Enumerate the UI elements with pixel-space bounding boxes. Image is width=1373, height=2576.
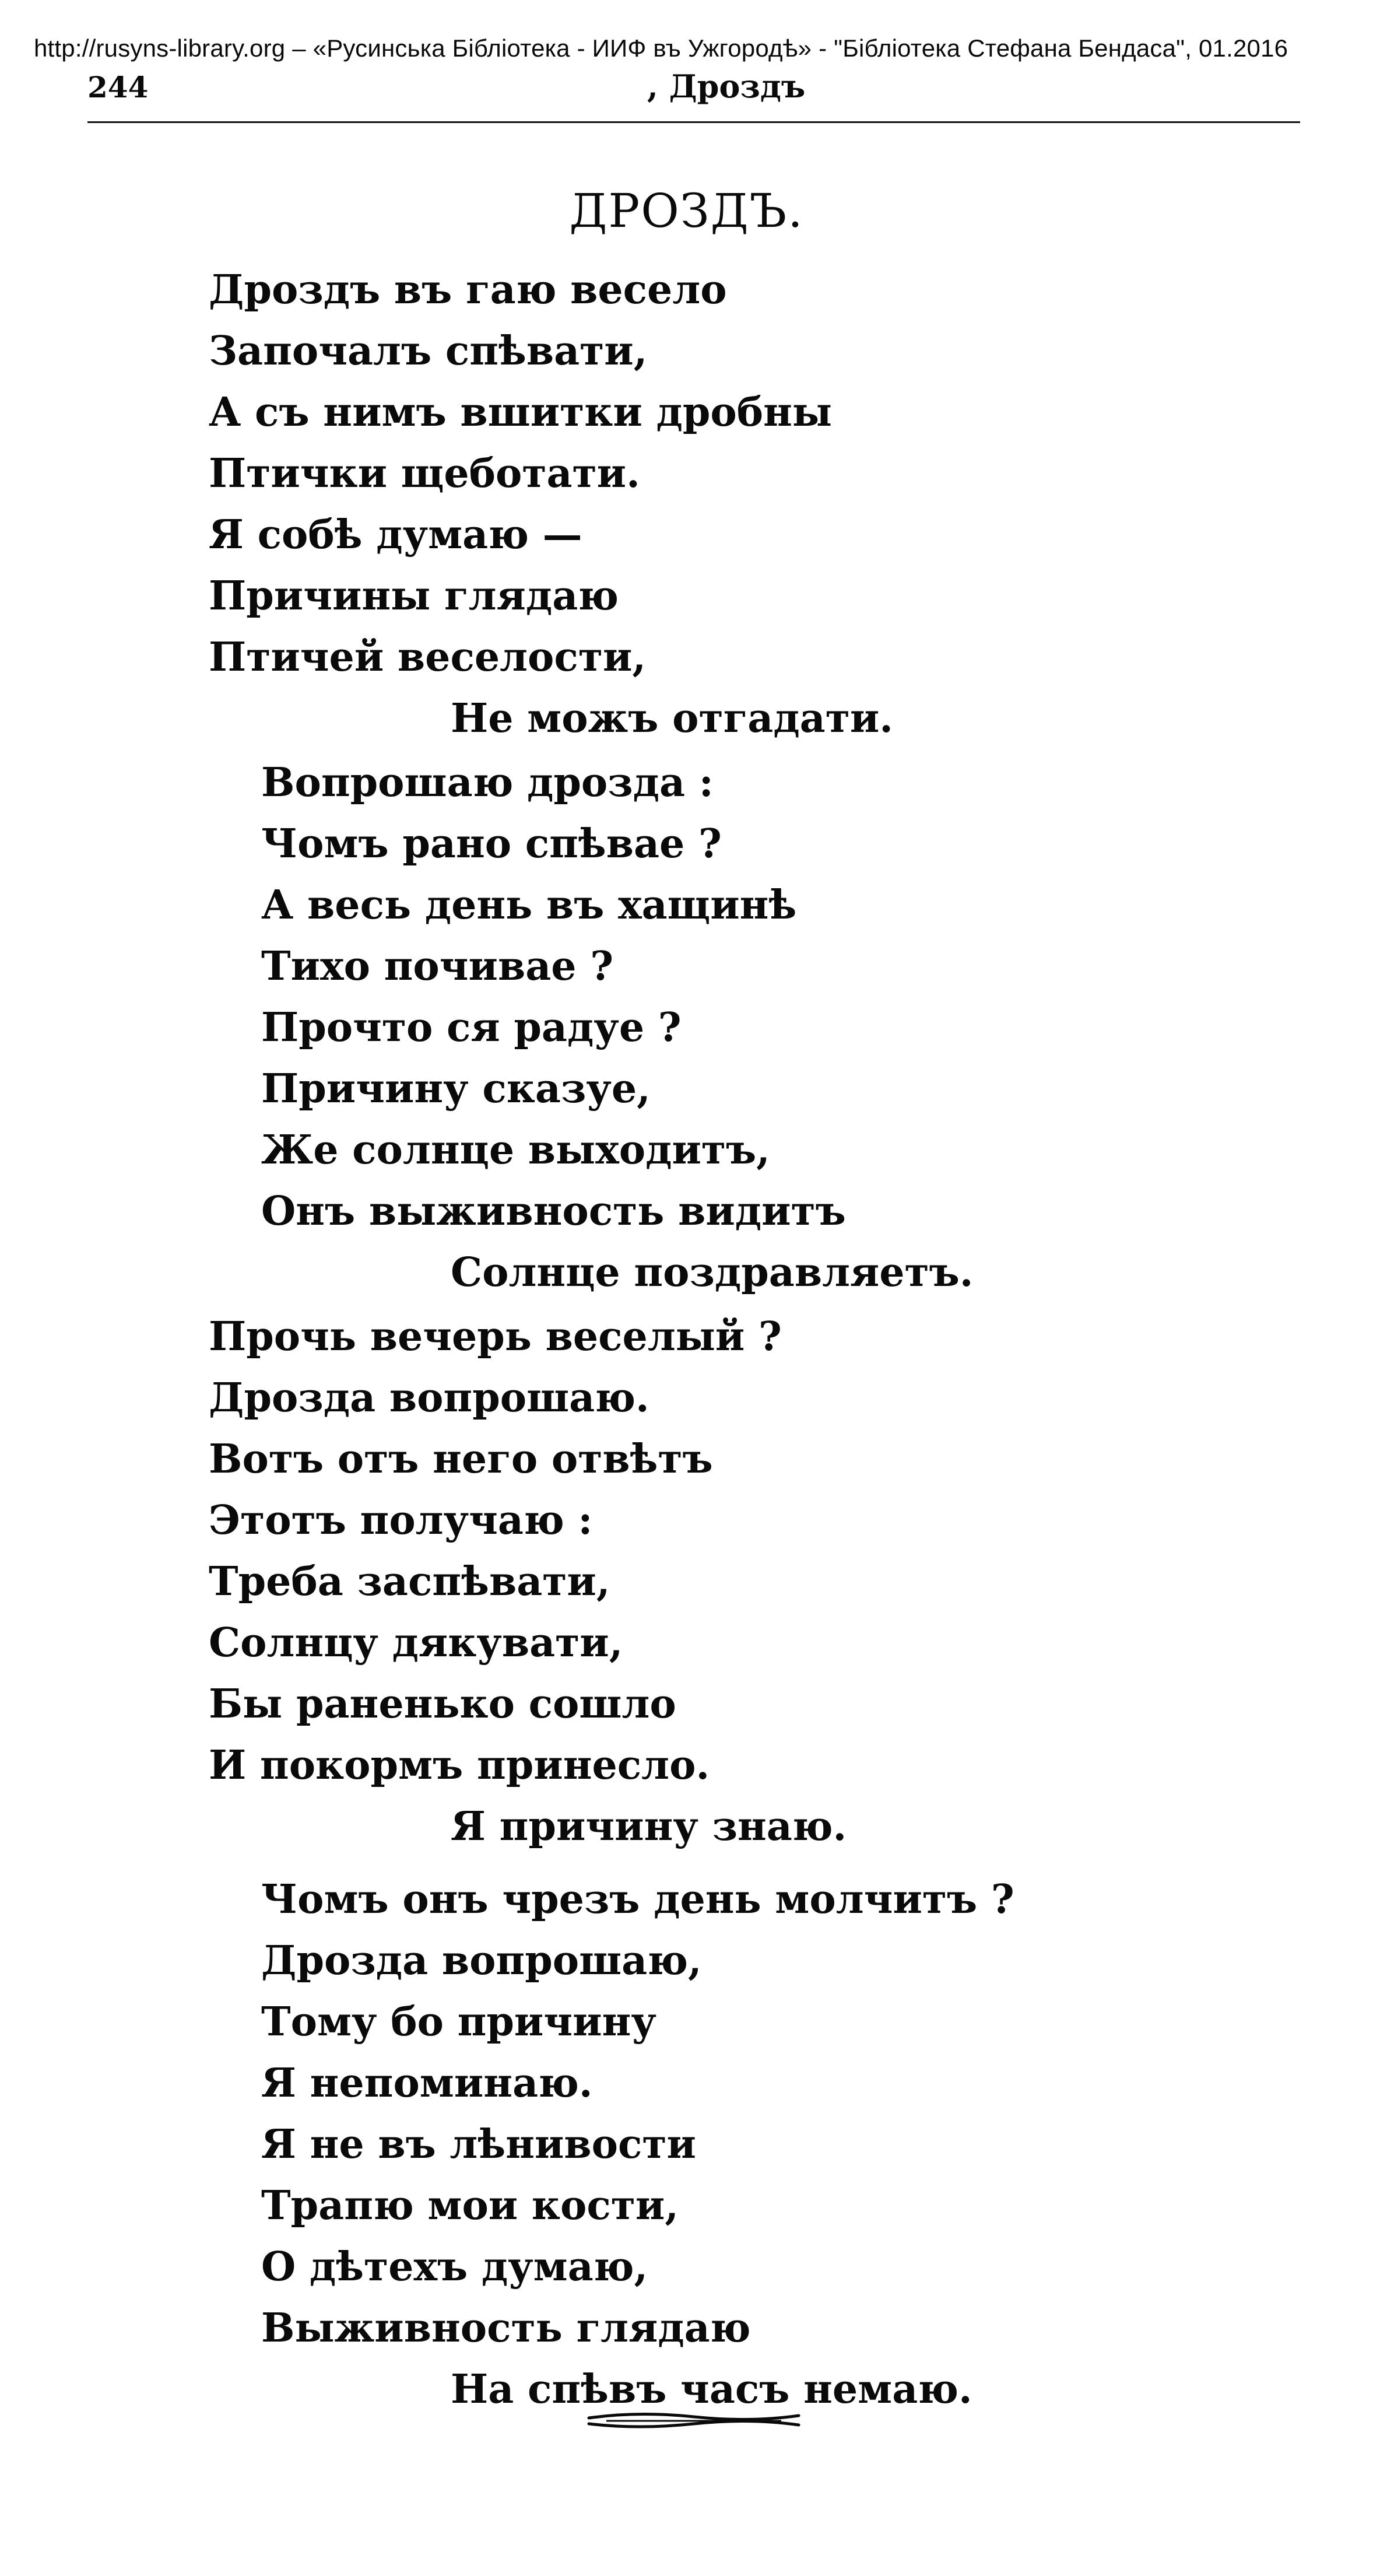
verse-line: Прочь вечерь веселый ?	[209, 1313, 782, 1360]
page-number: 244	[87, 70, 149, 104]
verse-line: Вотъ отъ него отвѣтъ	[209, 1436, 713, 1482]
verse-line: И покормъ принесло.	[209, 1742, 710, 1789]
verse-line: Започалъ спѣвати,	[209, 328, 648, 374]
stanza-3	[209, 1306, 847, 1857]
verse-line: Трапю мои кости,	[261, 2182, 679, 2229]
stanza-2	[261, 752, 974, 1303]
verse-line: Прочто ся радуе ?	[261, 1004, 682, 1051]
verse-line: Треба заспѣвати,	[209, 1558, 610, 1605]
verse-line: Причину сказуе,	[261, 1066, 651, 1112]
verse-line: Бы раненько сошло	[209, 1681, 676, 1727]
verse-line: Вопрошаю дрозда :	[261, 759, 714, 806]
verse-line: Чомъ рано спѣвае ?	[261, 821, 722, 867]
stanza-4	[261, 1869, 1014, 2420]
verse-line: Чомъ онъ чрезъ день молчитъ ?	[261, 1876, 1014, 1923]
verse-line: Же солнце выходитъ,	[261, 1127, 770, 1173]
verse-line: О дѣтехъ думаю,	[261, 2244, 648, 2290]
verse-line: Тихо почивае ?	[261, 943, 614, 990]
source-attribution: http://rusyns-library.org – «Русинська Бібліотека - ИИФ въ Ужгородѣ» - "Бібліотека Стефана Бендаса", 01.2016	[34, 34, 1288, 62]
header-divider	[87, 121, 1300, 123]
verse-line: А съ нимъ вшитки дробны	[209, 389, 833, 436]
verse-line: А весь день въ хащинѣ	[261, 882, 797, 928]
verse-line: Тому бо причину	[261, 1999, 656, 2045]
stanza-1	[209, 260, 893, 749]
refrain-line: Солнце поздравляетъ.	[451, 1249, 974, 1296]
verse-line: Я непоминаю.	[261, 2060, 593, 2107]
verse-line: Солнцу дякувати,	[209, 1620, 623, 1666]
verse-line: Птичей веселости,	[209, 634, 647, 681]
verse-line: Онъ выживность видитъ	[261, 1188, 846, 1235]
verse-line: Дроздъ въ гаю весело	[209, 267, 727, 313]
end-ornament-icon	[583, 2409, 805, 2432]
running-head	[0, 64, 1373, 111]
verse-line: Я не въ лѣнивости	[261, 2121, 696, 2168]
verse-line: Птички щеботати.	[209, 450, 640, 497]
verse-line: Причины глядаю	[209, 573, 619, 619]
running-title: , Дроздъ	[647, 68, 806, 105]
refrain-line: На спѣвъ часъ немаю.	[451, 2366, 972, 2413]
poem-title: ДРОЗДЪ.	[569, 184, 804, 238]
verse-line: Выживность глядаю	[261, 2305, 751, 2351]
refrain-line: Не можъ отгадати.	[451, 695, 893, 742]
verse-line: Этотъ получаю :	[209, 1497, 593, 1544]
verse-line: Дрозда вопрошаю.	[209, 1375, 649, 1421]
verse-line: Дрозда вопрошаю,	[261, 1937, 702, 1984]
refrain-line: Я причину знаю.	[451, 1803, 847, 1850]
verse-line: Я собѣ думаю —	[209, 511, 582, 558]
